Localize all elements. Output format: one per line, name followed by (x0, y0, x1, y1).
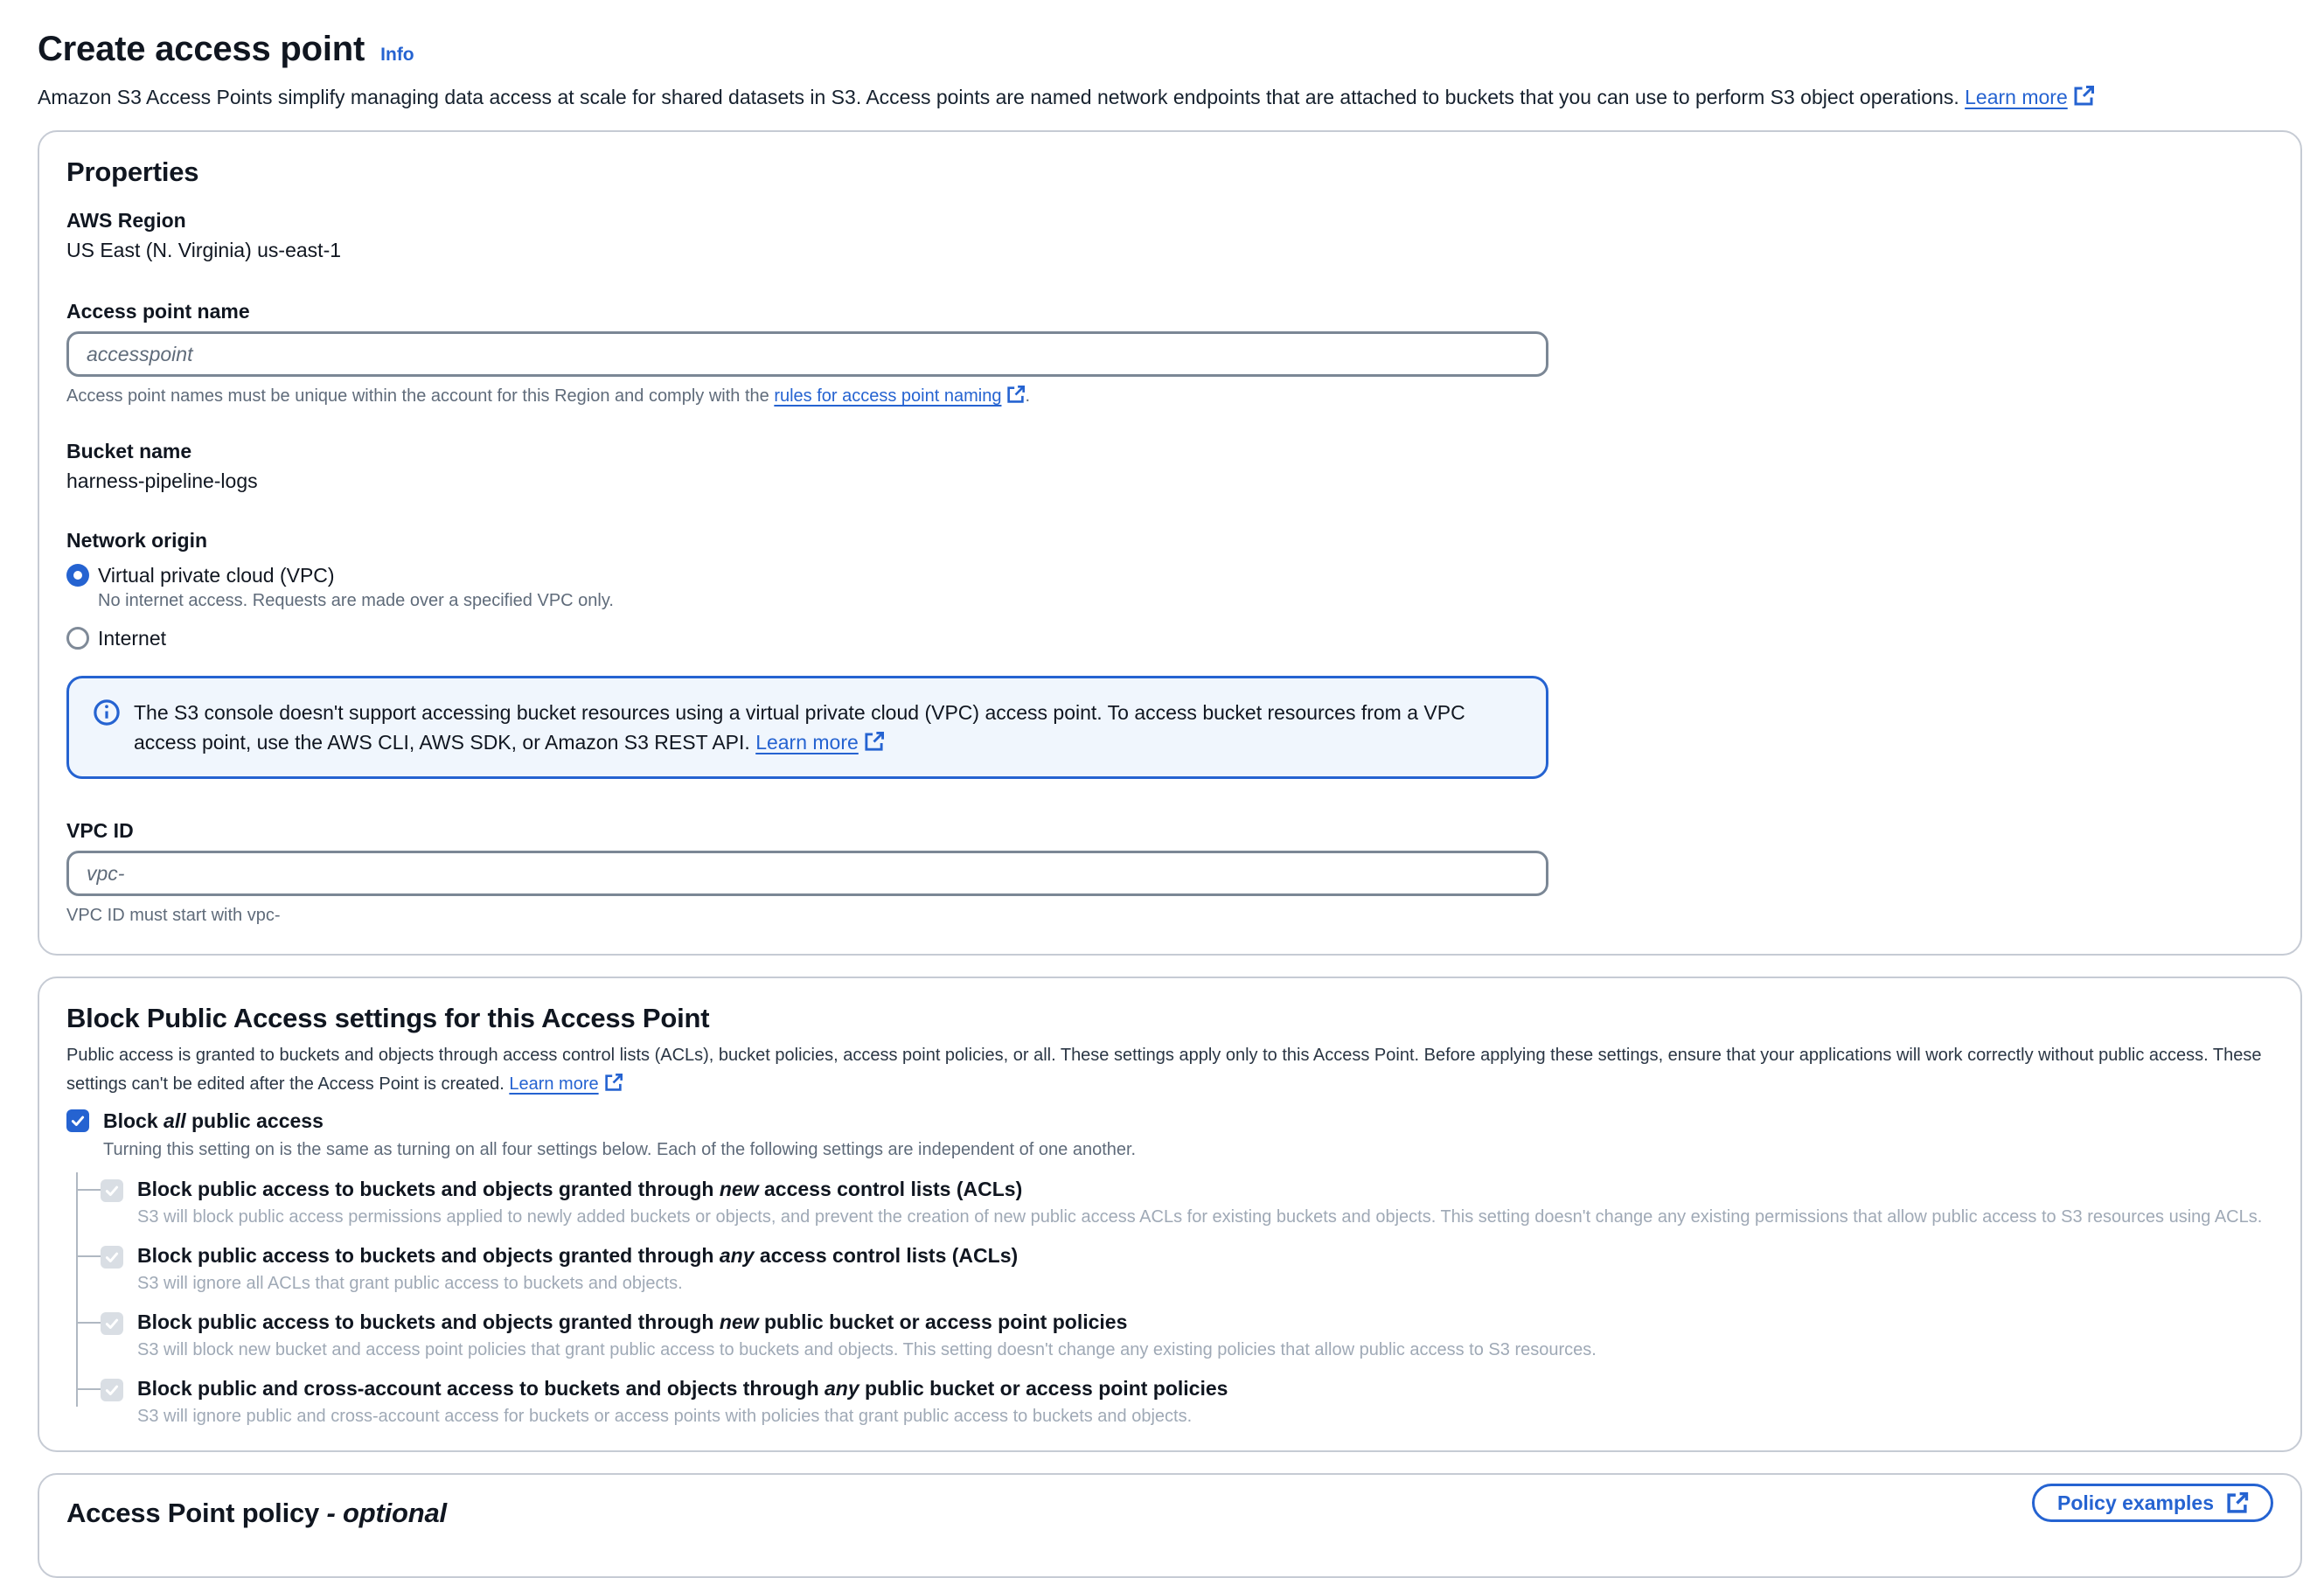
policy-heading: Access Point policy - optional (66, 1498, 447, 1528)
bpa-sub-settings (76, 1176, 2273, 1428)
bpa-setting-any-acls (76, 1242, 2273, 1295)
vpc-radio-label: Virtual private cloud (VPC) (98, 564, 335, 587)
properties-card (38, 130, 2302, 956)
check-icon (104, 1316, 120, 1331)
external-link-icon (2073, 86, 2094, 107)
setting-label: Block public access to buckets and objects granted through any access control lists (ACLs) (137, 1244, 1019, 1267)
setting-label: Block public access to buckets and objects granted through new public bucket or access point policies (137, 1310, 1128, 1333)
new-acls-checkbox (101, 1179, 123, 1202)
page-description-text: Amazon S3 Access Points simplify managing data access at scale for shared datasets in S3. Access points are named network endpoints that are attached to buckets that you can use to perform S3 object operations. (38, 86, 1959, 108)
info-link[interactable]: Info (380, 45, 414, 65)
setting-description: S3 will block new bucket and access point policies that grant public access to buckets and objects. This setting doesn't change any existing policies that allow public access to S3 resources. (137, 1340, 1597, 1359)
vpc-id-help: VPC ID must start with vpc- (66, 906, 281, 925)
bpa-setting-new-acls (76, 1176, 2273, 1228)
aws-region-value: US East (N. Virginia) us-east-1 (66, 239, 342, 261)
external-link-icon (864, 732, 884, 752)
bpa-setting-new-policies (76, 1309, 2273, 1361)
vpc-id-label: VPC ID (66, 819, 134, 842)
external-link-icon (1006, 386, 1025, 404)
naming-rules-link[interactable]: rules for access point naming (774, 386, 1025, 406)
bpa-learn-more-link[interactable]: Learn more (509, 1074, 622, 1094)
page-description (38, 83, 2302, 111)
block-all-label: Block all public access (103, 1109, 324, 1132)
access-point-name-input[interactable] (66, 331, 1548, 377)
check-icon (104, 1249, 120, 1265)
new-policies-checkbox (101, 1312, 123, 1335)
network-origin-option-vpc[interactable] (66, 562, 2273, 613)
internet-radio[interactable] (66, 627, 89, 650)
setting-description: S3 will ignore all ACLs that grant public access to buckets and objects. (137, 1274, 683, 1293)
page-title: Create access point (38, 30, 365, 68)
check-icon (70, 1113, 86, 1129)
vpc-id-input[interactable] (66, 851, 1548, 896)
external-link-icon (604, 1074, 623, 1092)
check-icon (104, 1382, 120, 1398)
bucket-name-label: Bucket name (66, 440, 192, 462)
external-link-icon (2226, 1492, 2248, 1514)
page-header (38, 30, 2302, 69)
bpa-description: Public access is granted to buckets and objects through access control lists (ACLs), bucket policies, access point policies, or all. These settings apply only to this Access Point. Before applying these settings, ensure that your applications will work correctly without public access. These settings can't be edited after the Access Point is created. Learn more (66, 1046, 2262, 1094)
any-policies-checkbox (101, 1379, 123, 1401)
alert-learn-more-link[interactable]: Learn more (755, 731, 884, 754)
aws-region-label: AWS Region (66, 209, 186, 232)
block-all-checkbox[interactable] (66, 1109, 89, 1132)
block-public-access-card (38, 977, 2302, 1452)
block-all-public-access-row[interactable] (66, 1108, 2273, 1134)
policy-card-header (66, 1484, 2273, 1531)
properties-heading: Properties (66, 156, 199, 187)
access-point-name-label: Access point name (66, 300, 250, 323)
bpa-heading: Block Public Access settings for this Access Point (66, 1003, 710, 1033)
network-origin-option-internet[interactable] (66, 625, 2273, 651)
bpa-setting-any-policies (76, 1375, 2273, 1428)
vpc-radio[interactable] (66, 564, 89, 587)
internet-radio-label: Internet (98, 627, 166, 650)
setting-label: Block public access to buckets and objects granted through new access control lists (ACLs) (137, 1178, 1023, 1200)
any-acls-checkbox (101, 1246, 123, 1269)
setting-description: S3 will block public access permissions applied to newly added buckets or objects, and prevent the creation of new public access ACLs for existing buckets and objects. This setting doesn't change any existing permissions that allow public access to S3 resources using ACLs. (137, 1207, 2263, 1227)
bucket-name-value: harness-pipeline-logs (66, 469, 258, 492)
vpc-radio-description: No internet access. Requests are made over a specified VPC only. (98, 591, 614, 610)
vpc-alert-text: The S3 console doesn't support accessing bucket resources using a virtual private cloud (VPC) access point. To access bucket resources from a VPC access point, use the AWS CLI, AWS SDK, or Amazon S3 REST API. Learn more (134, 701, 1465, 754)
vpc-info-alert (66, 676, 1548, 779)
check-icon (104, 1183, 120, 1199)
setting-label: Block public and cross-account access to buckets and objects through any public bucket or access point policies (137, 1377, 1228, 1400)
network-origin-label: Network origin (66, 529, 208, 552)
setting-description: S3 will ignore public and cross-account access for buckets or access points with policies that grant public access to buckets and objects. (137, 1407, 1193, 1426)
policy-examples-button[interactable]: Policy examples (2032, 1484, 2273, 1522)
header-learn-more-link[interactable]: Learn more (1965, 86, 2094, 108)
info-icon (94, 699, 120, 726)
access-point-name-help: Access point names must be unique within the account for this Region and comply with the rules for access point naming . (66, 386, 1031, 406)
block-all-description: Turning this setting on is the same as turning on all four settings below. Each of the following settings are independent of one another. (103, 1140, 1137, 1159)
access-point-policy-card (38, 1473, 2302, 1578)
